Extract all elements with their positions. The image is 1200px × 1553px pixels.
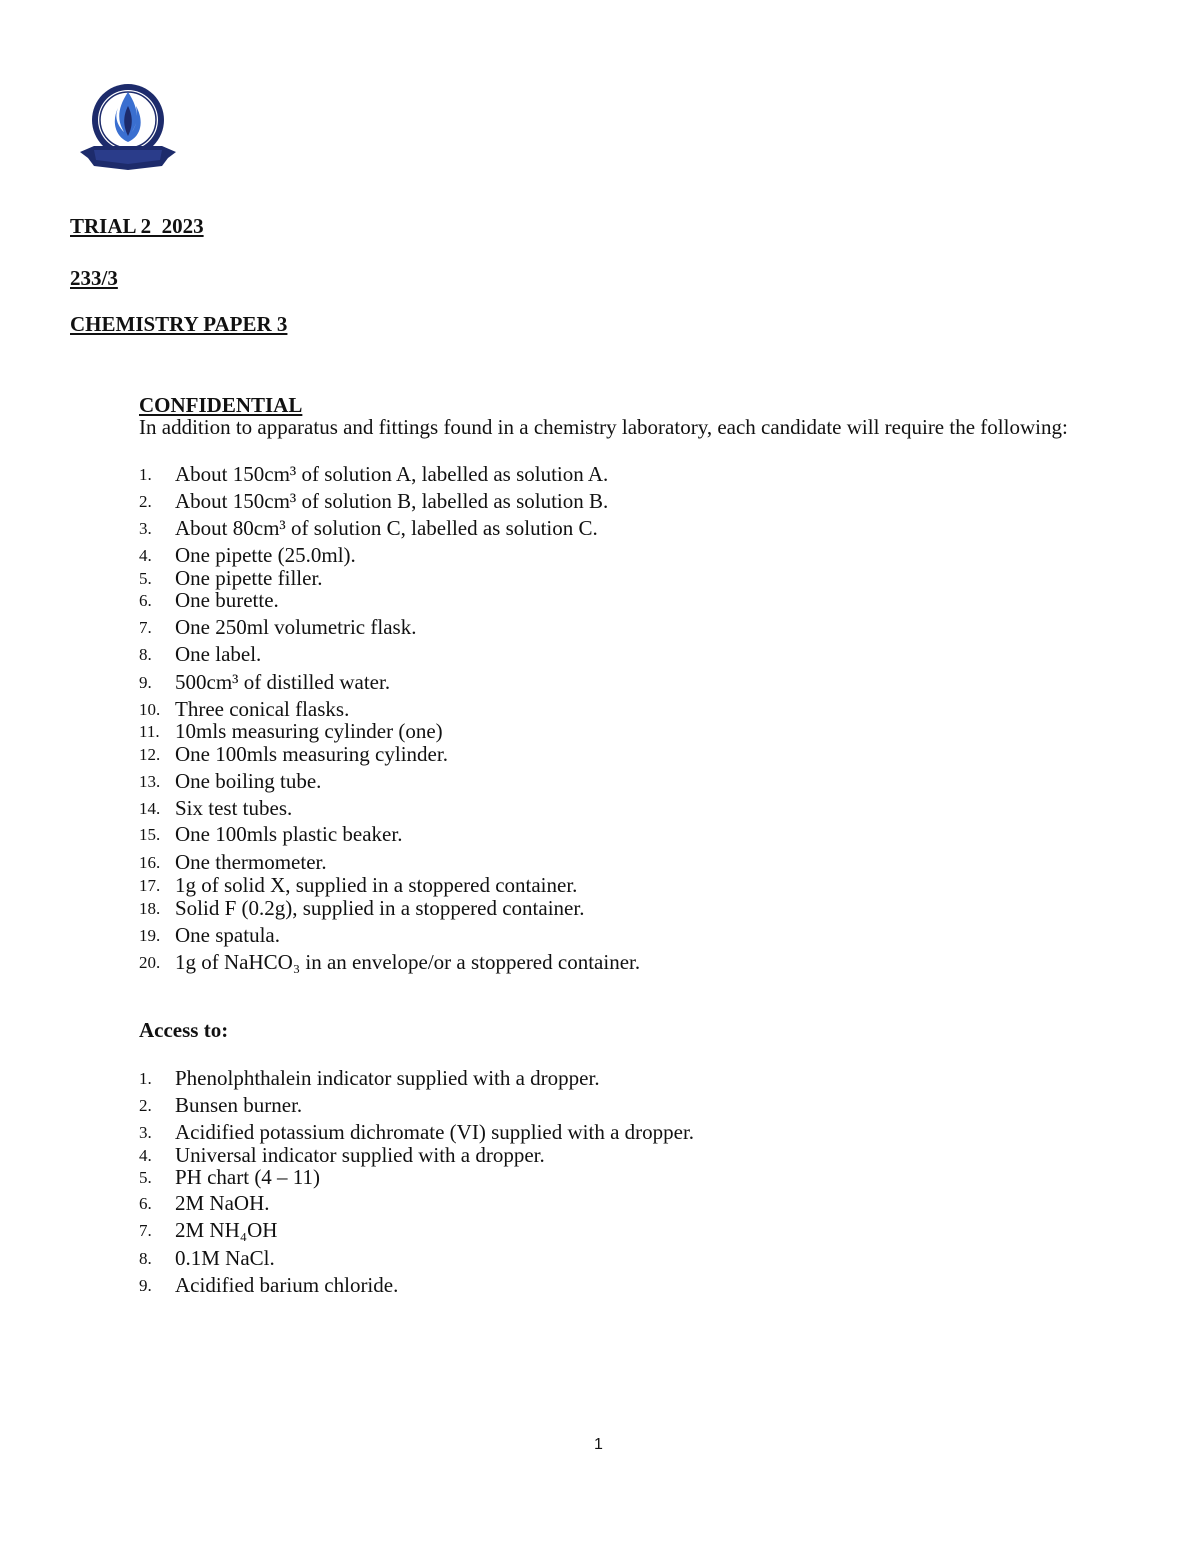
list-text: 2M NH₄OH: [175, 1218, 278, 1242]
list-text: 500cm³ of distilled water.: [175, 670, 391, 694]
list-text: Phenolphthalein indicator supplied with a dropper.: [175, 1066, 600, 1090]
list-number: 9.: [139, 1276, 152, 1295]
list-text: One 250ml volumetric flask.: [175, 615, 417, 639]
list-number: 7.: [139, 1221, 152, 1240]
list-number: 6.: [139, 591, 152, 610]
list-number: 8.: [139, 1249, 152, 1268]
school-crest-logo: [78, 80, 178, 176]
list-text: Solid F (0.2g), supplied in a stoppered container.: [175, 896, 585, 920]
list-text: Bunsen burner.: [175, 1093, 303, 1117]
list-text: One label.: [175, 642, 262, 666]
list-number: 14.: [139, 799, 161, 818]
list-number: 7.: [139, 618, 152, 637]
list-text: 2M NaOH.: [175, 1191, 270, 1215]
list-number: 11.: [139, 722, 160, 741]
confidential-heading: CONFIDENTIAL: [139, 393, 303, 417]
list-text: One thermometer.: [175, 850, 327, 874]
list-number: 5.: [139, 1168, 152, 1187]
page-number: 1: [594, 1436, 603, 1453]
list-text: One pipette (25.0ml).: [175, 543, 356, 567]
list-text: One spatula.: [175, 923, 280, 947]
list-number: 9.: [139, 673, 152, 692]
access-heading: Access to:: [139, 1018, 229, 1042]
list-number: 3.: [139, 1123, 152, 1142]
list-number: 1.: [139, 465, 152, 484]
list-number: 15.: [139, 825, 161, 844]
list-number: 2.: [139, 492, 152, 511]
list-text: 1g of NaHCO₃ in an envelope/or a stoppered container.: [175, 950, 641, 974]
list-text: One burette.: [175, 588, 279, 612]
list-text: Acidified potassium dichromate (VI) supplied with a dropper.: [175, 1120, 695, 1144]
list-text: One 100mls plastic beaker.: [175, 822, 403, 846]
list-number: 4.: [139, 1146, 152, 1165]
list-text: One boiling tube.: [175, 769, 322, 793]
list-number: 5.: [139, 569, 152, 588]
list-number: 18.: [139, 899, 161, 918]
list-text: Universal indicator supplied with a dropper.: [175, 1143, 545, 1167]
list-number: 8.: [139, 645, 152, 664]
paper-name: CHEMISTRY PAPER 3: [70, 312, 288, 336]
list-number: 3.: [139, 519, 152, 538]
list-number: 19.: [139, 926, 161, 945]
list-number: 10.: [139, 700, 161, 719]
list-number: 16.: [139, 853, 161, 872]
list-number: 4.: [139, 546, 152, 565]
list-text: One pipette filler.: [175, 566, 323, 590]
list-text: About 150cm³ of solution A, labelled as solution A.: [175, 462, 609, 486]
list-number: 20.: [139, 953, 161, 972]
list-number: 13.: [139, 772, 161, 791]
paper-code: 233/3: [70, 266, 118, 290]
list-number: 12.: [139, 745, 161, 764]
list-text: About 150cm³ of solution B, labelled as solution B.: [175, 489, 609, 513]
list-text: 1g of solid X, supplied in a stoppered container.: [175, 873, 578, 897]
list-text: Acidified barium chloride.: [175, 1273, 399, 1297]
list-text: PH chart (4 – 11): [175, 1165, 321, 1189]
list-text: Three conical flasks.: [175, 697, 350, 721]
exam-title: TRIAL 2 2023: [70, 214, 204, 238]
list-number: 1.: [139, 1069, 152, 1088]
list-text: 0.1M NaCl.: [175, 1246, 275, 1270]
list-text: Six test tubes.: [175, 796, 293, 820]
list-text: 10mls measuring cylinder (one): [175, 719, 443, 743]
confidential-intro: In addition to apparatus and fittings found in a chemistry laboratory, each candidate will require the following:: [139, 415, 1068, 439]
list-number: 2.: [139, 1096, 152, 1115]
list-number: 6.: [139, 1194, 152, 1213]
list-text: About 80cm³ of solution C, labelled as solution C.: [175, 516, 598, 540]
list-text: One 100mls measuring cylinder.: [175, 742, 448, 766]
list-number: 17.: [139, 876, 161, 895]
